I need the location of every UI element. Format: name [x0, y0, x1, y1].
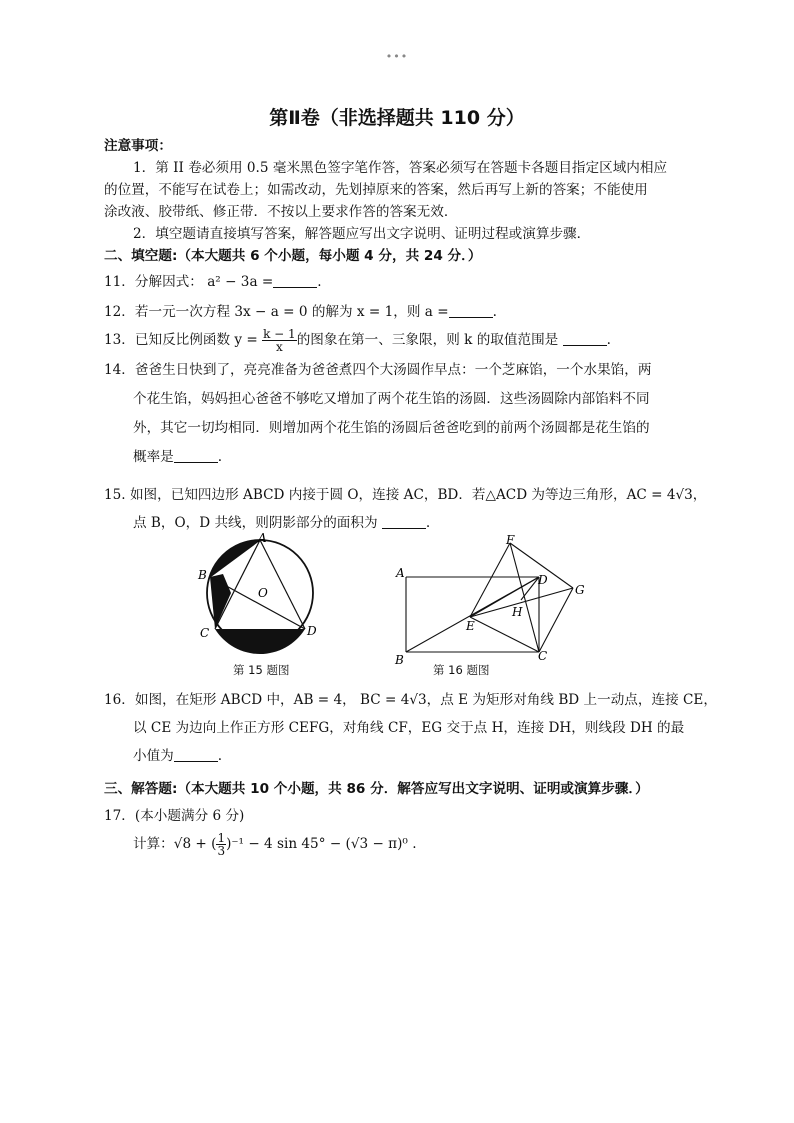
q14-end: . — [217, 449, 223, 465]
q17-frac-num: 1 — [217, 831, 226, 845]
q12-blank — [449, 303, 493, 318]
fig15-label-o: O — [258, 586, 268, 600]
fig15-caption: 第 15 题图 — [233, 663, 290, 677]
q17-fraction — [216, 832, 226, 857]
fig16-gc — [539, 588, 573, 652]
fig16-label-a: A — [396, 566, 405, 580]
fig15-shade-bottom — [215, 629, 305, 654]
q14-line4 — [133, 447, 723, 467]
q14-line1: 14．爸爸生日快到了，亮亮准备为爸爸煮四个大汤圆作早点：一个芝麻馅，一个水果馅，两 — [104, 362, 652, 378]
q13-denominator: x — [276, 340, 283, 354]
q16-line2: 以 CE 为边向上作正方形 CEFG，对角线 CF，EG 交于点 H，连接 DH，则线段 DH 的最 — [133, 720, 685, 736]
fig16-label-c: C — [538, 649, 548, 663]
q17-line1: 17．(本小题满分 6 分) — [104, 808, 245, 824]
question-11 — [104, 272, 694, 292]
q15-line2-text: 点 B，O，D 共线，则阴影部分的面积为 — [133, 515, 378, 531]
q13-suffix: 的图象在第一、三象限，则 k 的取值范围是 — [296, 332, 559, 348]
header-dots: ••• — [385, 50, 409, 63]
q12-prefix: 12．若一元一次方程 3x − a = 0 的解为 x = 1，则 a = — [104, 304, 449, 320]
q17-calc — [133, 832, 723, 857]
q14-blank — [174, 448, 218, 463]
q11-prefix: 11．分解因式： — [104, 274, 203, 290]
fig16-label-h: H — [512, 605, 523, 619]
notes-item1-line3: 涂改液、胶带纸、修正带．不按以上要求作答的答案无效． — [104, 204, 458, 220]
q14-line4-text: 概率是 — [133, 449, 174, 465]
q17-term1: √8 + ( — [173, 836, 217, 852]
q12-end: . — [492, 304, 497, 320]
notes-heading: 注意事项： — [104, 138, 172, 154]
notes-item1-line2: 的位置，不能写在试卷上；如需改动，先划掉原来的答案，然后再写上新的答案；不能使用 — [104, 182, 648, 198]
fig16-label-e: E — [466, 619, 475, 633]
question-13 — [104, 328, 694, 353]
section3-heading: 三、解答题:（本大题共 10 个小题，共 86 分．解答应写出文字说明、证明或演算步骤．） — [104, 781, 649, 797]
q11-blank — [273, 273, 317, 288]
q16-line3-text: 小值为 — [133, 748, 174, 764]
question-12 — [104, 302, 694, 322]
q15-line1: 15. 如图，已知四边形 ABCD 内接于圆 O，连接 AC，BD．若△ACD 为等边三角形，AC = 4√3， — [104, 487, 707, 503]
fig15-label-a: A — [258, 533, 267, 545]
fig16-cf — [510, 543, 539, 652]
notes-item1-line1: 1．第 II 卷必须用 0.5 毫米黑色签字笔作答，答案必须写在答题卡各题目指定区域内相应 — [133, 160, 668, 176]
figure-15 — [195, 533, 335, 658]
q16-line3 — [133, 746, 723, 766]
q17-term2: )⁻¹ − 4 sin 45° − (√3 − π)⁰ . — [226, 836, 417, 852]
q16-line1: 16．如图，在矩形 ABCD 中，AB = 4， BC = 4√3，点 E 为矩形对角线 BD 上一动点，连接 CE， — [104, 692, 717, 708]
q14-line3: 外，其它一切均相同．则增加两个花生馅的汤圆后爸爸吃到的前两个汤圆都是花生馅的 — [133, 420, 650, 436]
fig16-ce — [470, 617, 539, 652]
q13-prefix: 13．已知反比例函数 y = — [104, 332, 258, 348]
fig15-ad — [260, 540, 305, 629]
q15-end: . — [425, 515, 431, 531]
q11-end: . — [317, 274, 322, 290]
q15-line2 — [133, 513, 723, 533]
fig16-caption: 第 16 题图 — [433, 663, 490, 677]
q11-expr: a² − 3a = — [207, 274, 274, 290]
q13-end: . — [606, 332, 611, 348]
section2-heading: 二、填空题:（本大题共 6 个小题，每小题 4 分，共 24 分．） — [104, 248, 482, 264]
fig16-label-g: G — [575, 583, 585, 597]
q15-blank — [382, 514, 426, 529]
fig15-label-b: B — [198, 568, 207, 582]
fig15-label-d: D — [307, 624, 317, 638]
fig16-label-f: F — [506, 533, 515, 547]
q13-numerator: k − 1 — [263, 327, 296, 341]
q13-blank — [563, 331, 607, 346]
q13-fraction — [262, 328, 297, 353]
fig15-label-c: C — [200, 626, 210, 640]
q14-line2: 个花生馅，妈妈担心爸爸不够吃又增加了两个花生馅的汤圆．这些汤圆除内部馅料不同 — [133, 391, 650, 407]
figure-16 — [390, 532, 590, 670]
fig16-label-d: D — [538, 573, 548, 587]
q17-frac-den: 3 — [217, 844, 226, 858]
q16-blank — [174, 747, 218, 762]
fig16-dh — [521, 577, 539, 600]
fig16-label-b: B — [395, 653, 404, 667]
notes-item2: 2．填空题请直接填写答案，解答题应写出文字说明、证明过程或演算步骤． — [133, 226, 591, 242]
q17-calc-prefix: 计算： — [133, 836, 174, 852]
q16-end: . — [217, 748, 223, 764]
page-title: 第Ⅱ卷（非选择题共 110 分） — [269, 107, 525, 129]
